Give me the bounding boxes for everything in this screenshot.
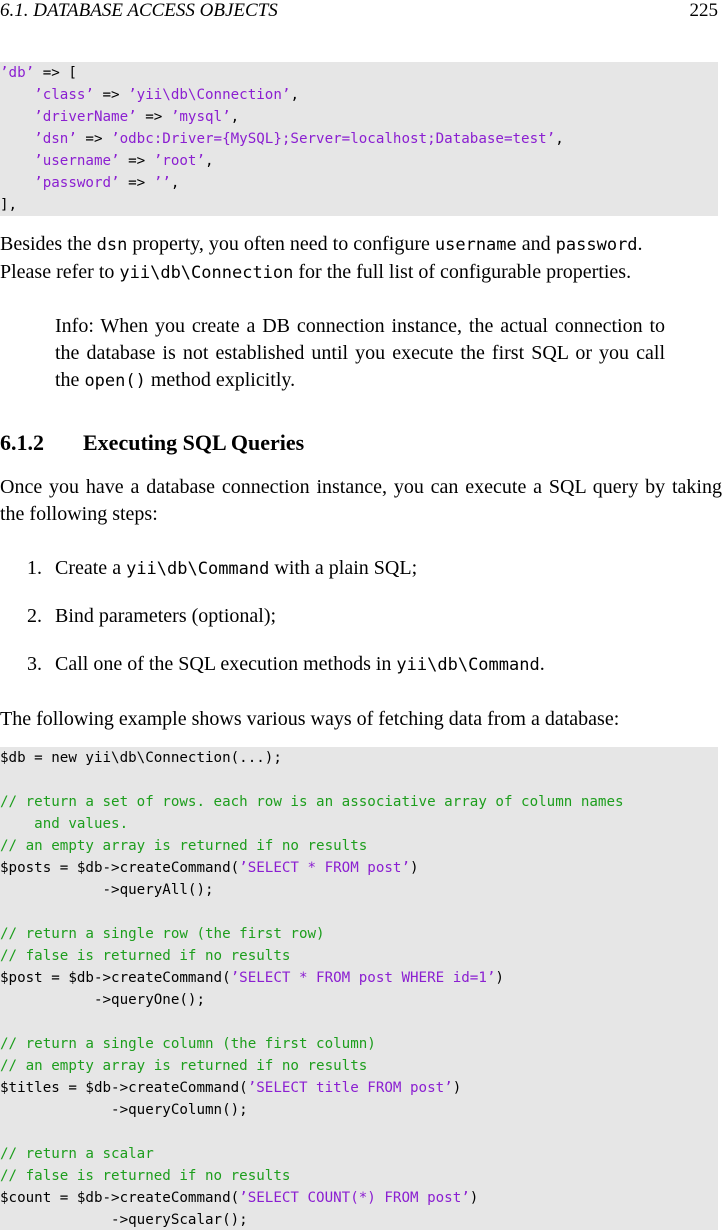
list-text: with a plain SQL; — [269, 557, 418, 579]
code-line — [0, 128, 718, 150]
code-line — [0, 1055, 718, 1077]
code-line — [0, 857, 718, 879]
code-line — [0, 1033, 718, 1055]
code-string: ’SELECT COUNT(*) FROM post’ — [239, 1190, 470, 1206]
list-text: Call one of the SQL execution methods in — [55, 653, 397, 675]
example-code-block — [0, 747, 718, 1230]
code-comment: and values. — [0, 816, 129, 832]
code-comment: // an empty array is returned if no results — [0, 1058, 368, 1074]
list-item — [27, 651, 545, 679]
code-line — [0, 194, 718, 216]
code-text: => [ — [34, 65, 77, 81]
code-line — [0, 150, 718, 172]
code-line — [0, 1165, 718, 1187]
code-string: ’class’ — [34, 87, 94, 103]
code-comment: // return a single column (the first column) — [0, 1036, 376, 1052]
code-text: ) — [495, 970, 504, 986]
list-item — [27, 555, 417, 583]
code-line — [0, 1121, 718, 1143]
code-text: , — [555, 131, 564, 147]
code-line — [0, 84, 718, 106]
code-text: => — [119, 175, 154, 191]
code-line — [0, 879, 718, 901]
code-text: ) — [410, 860, 419, 876]
code-text — [0, 131, 34, 147]
code-text — [0, 87, 34, 103]
code-comment: // return a single row (the first row) — [0, 926, 325, 942]
code-text: , — [170, 175, 180, 191]
code-string: ’password’ — [34, 175, 120, 191]
list-text: . — [539, 653, 545, 675]
paragraph-example-intro: The following example shows various ways of fetching data from a database: — [0, 708, 620, 730]
code-text — [0, 175, 34, 191]
section-heading: 6.1.2 Executing SQL Queries — [0, 430, 305, 455]
code-text — [0, 109, 34, 125]
code-string: ’dsn’ — [34, 131, 77, 147]
code-text: , — [230, 109, 240, 125]
code-string: ’driverName’ — [34, 109, 137, 125]
code-line — [0, 1077, 718, 1099]
code-line — [0, 813, 718, 835]
code-line — [0, 1187, 718, 1209]
code-text: ], — [0, 197, 18, 213]
code-text: ) — [469, 1190, 479, 1206]
code-string: ’odbc:Driver={MySQL};Server=localhost;Database=test’ — [111, 131, 556, 147]
code-text: $titles = $db->createCommand( — [0, 1080, 248, 1096]
code-line — [0, 989, 718, 1011]
code-text: $count = $db->createCommand( — [0, 1190, 240, 1206]
paragraph-steps-intro: Once you have a database connection instance, you can execute a SQL query by taking the following steps: — [0, 476, 722, 525]
code-string: ’’ — [153, 175, 171, 191]
code-line — [0, 106, 718, 128]
code-line — [0, 1099, 718, 1121]
inline-code: yii\db\Command — [126, 559, 270, 579]
inline-code: yii\db\Command — [396, 655, 540, 675]
code-text: ) — [452, 1080, 462, 1096]
code-comment: // an empty array is returned if no results — [0, 838, 368, 854]
info-note: Info: When you create a DB connection instance, the actual connection to the database is not established until you execute the first SQL or you call the open() method explicitly. — [55, 315, 665, 391]
code-text: => — [119, 153, 154, 169]
code-text: => — [93, 87, 129, 103]
config-code-block — [0, 62, 718, 216]
list-number: 2. — [27, 605, 42, 627]
code-text: , — [290, 87, 299, 103]
code-string: ’username’ — [34, 153, 120, 169]
code-text: ->queryColumn(); — [0, 1102, 248, 1118]
code-text — [0, 153, 34, 169]
code-text: ->queryOne(); — [0, 992, 205, 1008]
code-line — [0, 835, 718, 857]
code-string: ’SELECT title FROM post’ — [247, 1080, 453, 1096]
code-comment: // return a scalar — [0, 1146, 154, 1162]
code-text: ->queryScalar(); — [0, 1212, 248, 1228]
list-number: 3. — [27, 653, 42, 675]
code-line — [0, 945, 718, 967]
code-line — [0, 791, 718, 813]
code-string: ’yii\db\Connection’ — [128, 87, 291, 103]
code-line — [0, 62, 718, 84]
page-number: 225 — [689, 0, 718, 21]
code-comment: // false is returned if no results — [0, 1168, 291, 1184]
list-text: Create a — [55, 557, 127, 579]
code-string: ’SELECT * FROM post’ — [239, 860, 411, 876]
code-string: ’SELECT * FROM post WHERE id=1’ — [230, 970, 496, 986]
paragraph-dsn: Besides the dsn property, you often need to configure username and password. Please refer to yii\db\Connection for the full list of configurable properties. — [0, 233, 643, 283]
code-line — [0, 923, 718, 945]
code-line — [0, 1143, 718, 1165]
code-text: $db = new yii\db\Connection(...); — [0, 750, 282, 766]
code-line — [0, 1209, 718, 1230]
code-line — [0, 747, 718, 769]
code-text: => — [76, 131, 112, 147]
list-item — [27, 603, 276, 630]
code-line — [0, 901, 718, 923]
code-text: => — [136, 109, 171, 125]
running-header: 6.1. DATABASE ACCESS OBJECTS — [0, 0, 278, 21]
code-text: $posts = $db->createCommand( — [0, 860, 240, 876]
code-line — [0, 1011, 718, 1033]
code-text: , — [205, 153, 214, 169]
code-string: ’root’ — [153, 153, 206, 169]
code-line — [0, 967, 718, 989]
code-string: ’mysql’ — [170, 109, 231, 125]
code-text: $post = $db->createCommand( — [0, 970, 231, 986]
code-line — [0, 769, 718, 791]
code-text: ->queryAll(); — [0, 882, 214, 898]
code-comment: // return a set of rows. each row is an associative array of column names — [0, 794, 624, 810]
list-text: Bind parameters (optional); — [55, 605, 277, 627]
code-string: ’db’ — [0, 65, 35, 81]
list-number: 1. — [27, 557, 42, 579]
code-comment: // false is returned if no results — [0, 948, 291, 964]
code-line — [0, 172, 718, 194]
